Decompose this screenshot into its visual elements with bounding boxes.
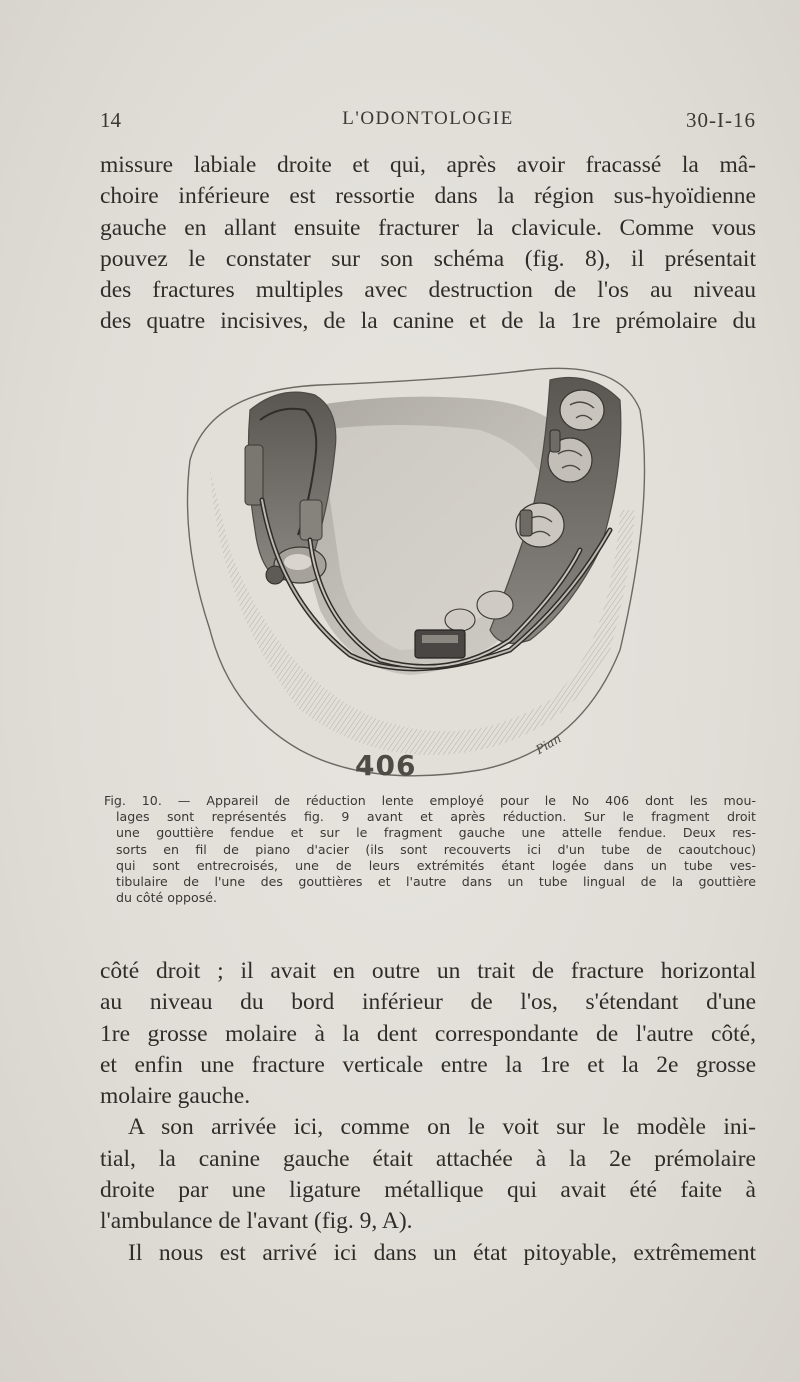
page-number: 14 — [100, 108, 121, 132]
issue-date: 30-I-16 — [686, 108, 756, 132]
journal-title: L'ODONTOLOGIE — [342, 108, 514, 129]
paragraph-start-line: Il nous est arrivé ici dans un état pitoyable, extrêmement — [128, 1239, 756, 1266]
text-line: et enfin une fracture verticale entre la 1re et la 2e grosse — [100, 1051, 756, 1078]
artist-signature: Pian — [533, 731, 564, 757]
paragraph-start-line: A son arrivée ici, comme on le voit sur le modèle ini- — [128, 1114, 756, 1141]
caption-line: qui sont entrecroisés, une de leurs extrémités étant logée dans un tube ves- — [116, 857, 756, 873]
text-line: molaire gauche. — [100, 1083, 251, 1110]
body-text-bottom — [100, 956, 756, 1269]
text-line: 1re grosse molaire à la dent correspondante de l'autre côté, — [100, 1020, 756, 1047]
body-text-top — [100, 150, 756, 338]
text-line: tial, la canine gauche était attachée à la 2e prémolaire — [100, 1145, 756, 1172]
text-line: des fractures multiples avec destruction de l'os au niveau — [100, 277, 756, 304]
text-line: l'ambulance de l'avant (fig. 9, A). — [100, 1208, 413, 1235]
text-line: gauche en allant ensuite fracturer la clavicule. Comme vous — [100, 214, 756, 241]
text-line: des quatre incisives, de la canine et de la 1re prémolaire du — [100, 308, 756, 335]
dental-cast-illustration — [150, 350, 710, 790]
text-line: pouvez le constater sur son schéma (fig. 8), il présentait — [100, 245, 756, 272]
front-connector — [415, 630, 465, 658]
text-line: droite par une ligature métallique qui avait été faite à — [100, 1177, 756, 1204]
figure-caption — [104, 793, 756, 906]
figure-dental-apparatus — [150, 350, 710, 790]
running-head — [100, 108, 756, 138]
caption-line: Fig. 10. — Appareil de réduction lente employé pour le No 406 dont les mou- — [104, 793, 756, 808]
text-line: choire inférieure est ressortie dans la région sus-hyoïdienne — [100, 183, 756, 210]
caption-line: tibulaire de l'une des gouttières et l'autre dans un tube lingual de la gouttière — [116, 873, 756, 889]
caption-line: lages sont représentés fig. 9 avant et après réduction. Sur le fragment droit — [116, 809, 756, 825]
model-number: 406 — [355, 749, 417, 782]
text-line: au niveau du bord inférieur de l'os, s'étendant d'une — [100, 989, 756, 1016]
caption-line: sorts en fil de piano d'acier (ils sont recouverts ici d'un tube de caoutchouc) — [116, 841, 756, 857]
text-line: missure labiale droite et qui, après avoir fracassé la mâ- — [100, 152, 756, 178]
caption-line: du côté opposé. — [116, 890, 218, 906]
caption-line: une gouttière fendue et sur le fragment gauche une attelle fendue. Deux res- — [116, 825, 756, 841]
text-line: côté droit ; il avait en outre un trait de fracture horizontal — [100, 958, 756, 984]
